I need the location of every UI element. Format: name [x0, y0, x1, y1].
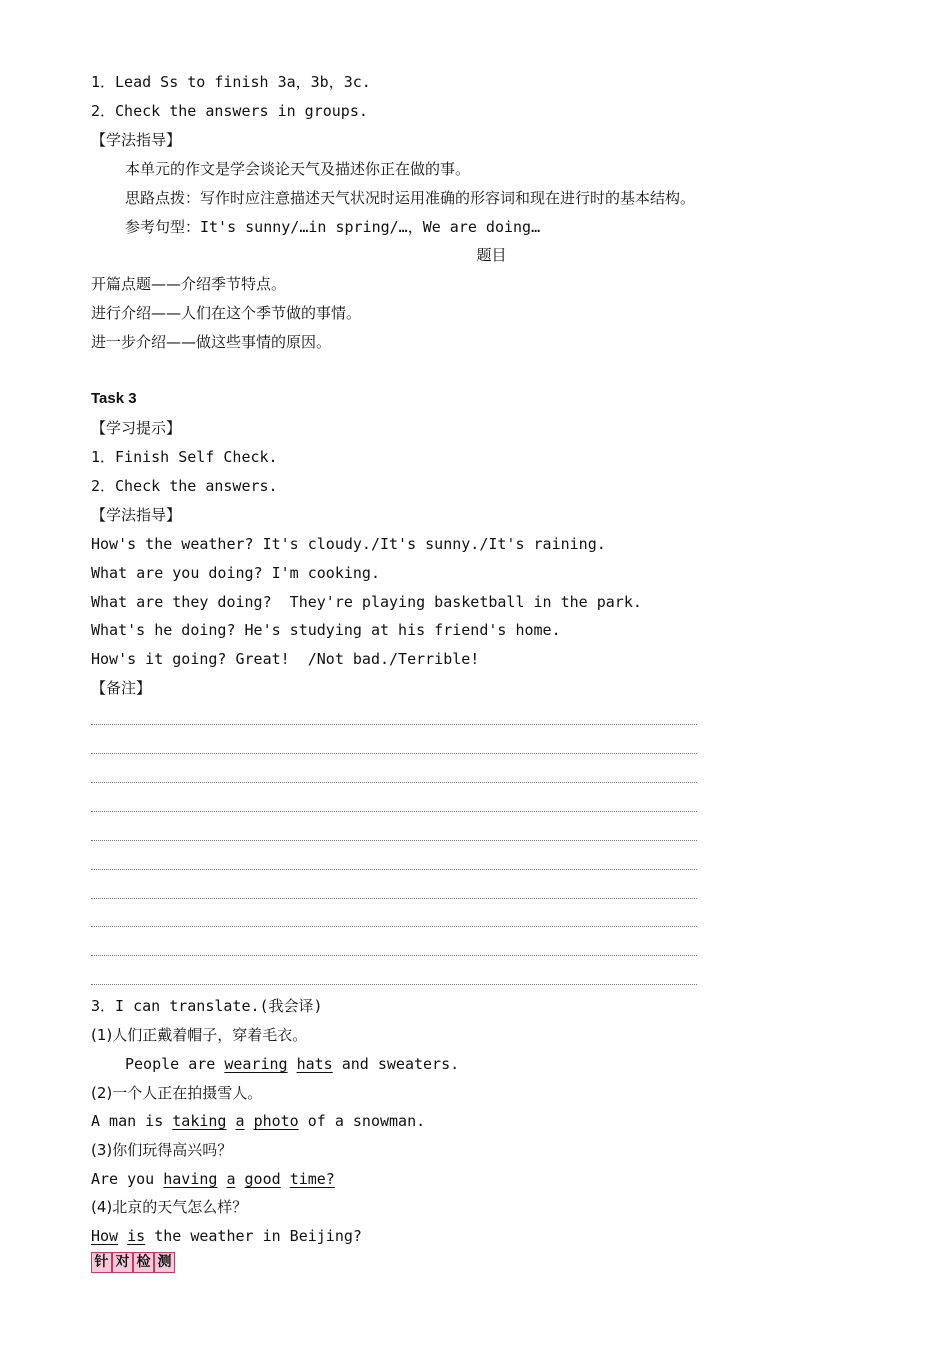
task2-guide-line-3: 参考句型：It's sunny/…in spring/…，We are doing…: [125, 218, 541, 236]
answer-blank: a: [235, 1112, 245, 1130]
stamp-char: 针: [91, 1252, 112, 1273]
task3-step-2: 2．Check the answers.: [91, 477, 278, 495]
outline-item-1: 开篇点题——介绍季节特点。: [91, 275, 287, 293]
task2-guide-line-1: 本单元的作文是学会谈论天气及描述你正在做的事。: [125, 160, 471, 178]
notes-rule: [91, 724, 697, 725]
translate-answer-3: Are you having a good time?: [91, 1170, 335, 1188]
notes-rule: [91, 811, 697, 812]
notes-rule: [91, 898, 697, 899]
answer-blank: photo: [253, 1112, 299, 1130]
notes-rule: [91, 753, 697, 754]
answer-blank: How: [91, 1227, 119, 1245]
answer-blank: a: [226, 1170, 236, 1188]
task2-step-2: 2．Check the answers in groups.: [91, 102, 368, 120]
task3-guide-heading: 【学法指导】: [91, 506, 182, 524]
outline-item-3: 进一步介绍——做这些事情的原因。: [91, 333, 332, 351]
answer-blank: having: [163, 1170, 218, 1188]
task2-guide-line-2: 思路点拨：写作时应注意描述天气状况时运用准确的形容词和现在进行时的基本结构。: [125, 189, 696, 207]
stamp-char: 测: [154, 1252, 175, 1273]
notes-rule: [91, 984, 697, 985]
outline-title: 题目: [476, 246, 507, 264]
notes-rule: [91, 869, 697, 870]
stamp-char: 对: [112, 1252, 133, 1273]
section-stamp: [91, 1252, 175, 1273]
dialog-line-1: How's the weather? It's cloudy./It's sunny./It's raining.: [91, 535, 606, 553]
translate-question-4: (4)北京的天气怎么样？: [91, 1198, 248, 1216]
task3-step-1: 1．Finish Self Check.: [91, 448, 278, 466]
task2-step-1: 1．Lead Ss to finish 3a，3b，3c.: [91, 73, 371, 91]
translate-answer-2: A man is taking a photo of a snowman.: [91, 1112, 426, 1130]
notes-heading: 【备注】: [91, 679, 152, 697]
dialog-line-5: How's it going? Great! /Not bad./Terrible!: [91, 650, 480, 668]
translate-answer-1: People are wearing hats and sweaters.: [125, 1055, 460, 1073]
notes-rule: [91, 955, 697, 956]
task3-tips-heading: 【学习提示】: [91, 419, 182, 437]
dialog-line-3: What are they doing? They're playing basketball in the park.: [91, 593, 642, 611]
translate-answer-4: How is the weather in Beijing?: [91, 1227, 362, 1245]
translate-heading: 3．I can translate.(我会译): [91, 997, 323, 1015]
dialog-line-2: What are you doing? I'm cooking.: [91, 564, 380, 582]
translate-question-1: (1)人们正戴着帽子，穿着毛衣。: [91, 1026, 308, 1044]
answer-blank: taking: [172, 1112, 227, 1130]
dialog-line-4: What's he doing? He's studying at his friend's home.: [91, 621, 561, 639]
notes-rule: [91, 840, 697, 841]
answer-blank: time?: [289, 1170, 335, 1188]
task2-guide-heading: 【学法指导】: [91, 131, 182, 149]
translate-question-3: (3)你们玩得高兴吗？: [91, 1141, 233, 1159]
stamp-char: 检: [133, 1252, 154, 1273]
notes-rule: [91, 782, 697, 783]
task3-title: Task 3: [91, 390, 137, 407]
answer-blank: wearing: [224, 1055, 288, 1073]
outline-item-2: 进行介绍——人们在这个季节做的事情。: [91, 304, 362, 322]
notes-rule: [91, 926, 697, 927]
answer-blank: hats: [296, 1055, 333, 1073]
answer-blank: is: [127, 1227, 146, 1245]
translate-question-2: (2)一个人正在拍摄雪人。: [91, 1084, 263, 1102]
answer-blank: good: [244, 1170, 281, 1188]
